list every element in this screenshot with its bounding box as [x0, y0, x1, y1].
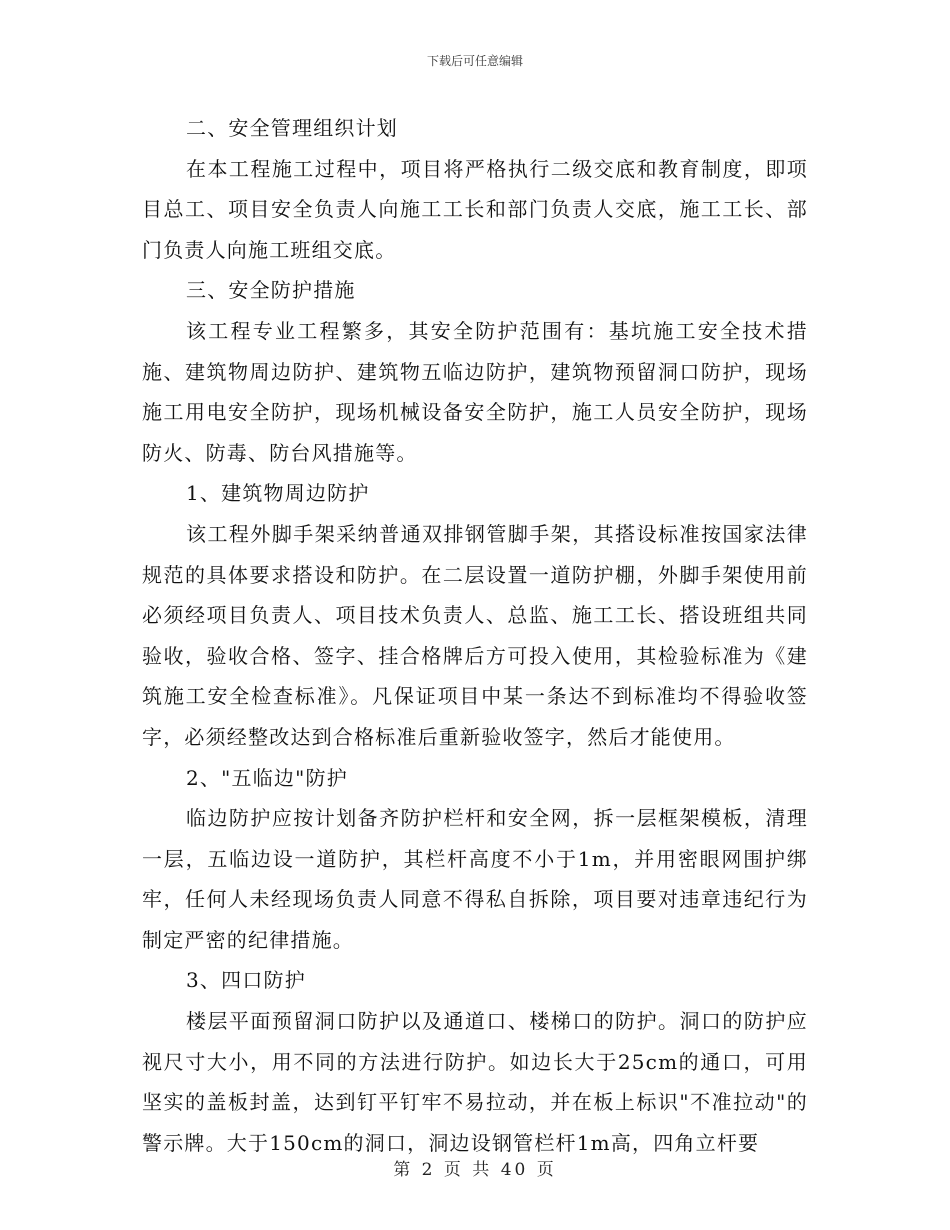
section-heading: 二、安全管理组织计划 — [186, 116, 398, 140]
subsection-heading: 2、"五临边"防护 — [186, 765, 348, 790]
paragraph: 该工程外脚手架采纳普通双排钢管脚手架，其搭设标准按国家法律规范的具体要求搭设和防护。在二层设置一道防护棚，外脚手架使用前必须经项目负责人、项目技术负责人、总监、施工工长、搭设班组共同验收，验收合格、签字、挂合格牌后方可投入使用，其检验标准为《建筑施工安全检查标准》。凡保证项目中某一条达不到标准均不得验收签字，必须经整改达到合格标准后重新验收签字，然后才能使用。 — [142, 521, 808, 749]
paragraph: 在本工程施工过程中，项目将严格执行二级交底和教育制度，即项目总工、项目安全负责人向施工工长和部门负责人交底，施工工长、部门负责人向施工班组交底。 — [142, 156, 808, 262]
paragraph: 该工程专业工程繁多，其安全防护范围有：基坑施工安全技术措施、建筑物周边防护、建筑物五临边防护，建筑物预留洞口防护，现场施工用电安全防护，现场机械设备安全防护，施工人员安全防护，现场防火、防毒、防台风措施等。 — [142, 318, 808, 465]
page-footer: 第 2 页 共 40 页 — [393, 1160, 557, 1180]
page-header: 下载后可任意编辑 — [426, 54, 523, 68]
paragraph: 楼层平面预留洞口防护以及通道口、楼梯口的防护。洞口的防护应视尺寸大小，用不同的方法进行防护。如边长大于25cm的通口，可用坚实的盖板封盖，达到钉平钉牢不易拉动，并在板上标识"不准拉动"的警示牌。大于150cm的洞口，洞边设钢管栏杆1m高，四角立杆要 — [142, 1009, 808, 1155]
section-heading: 三、安全防护措施 — [186, 278, 356, 303]
subsection-heading: 1、建筑物周边防护 — [186, 481, 370, 506]
document-body — [142, 108, 808, 1163]
paragraph: 临边防护应按计划备齐防护栏杆和安全网，拆一层框架模板，清理一层，五临边设一道防护，其栏杆高度不小于1m，并用密眼网围护绑牢，任何人未经现场负责人同意不得私自拆除，项目要对违章违纪行为制定严密的纪律措施。 — [142, 806, 808, 952]
subsection-heading: 3、四口防护 — [186, 968, 306, 993]
